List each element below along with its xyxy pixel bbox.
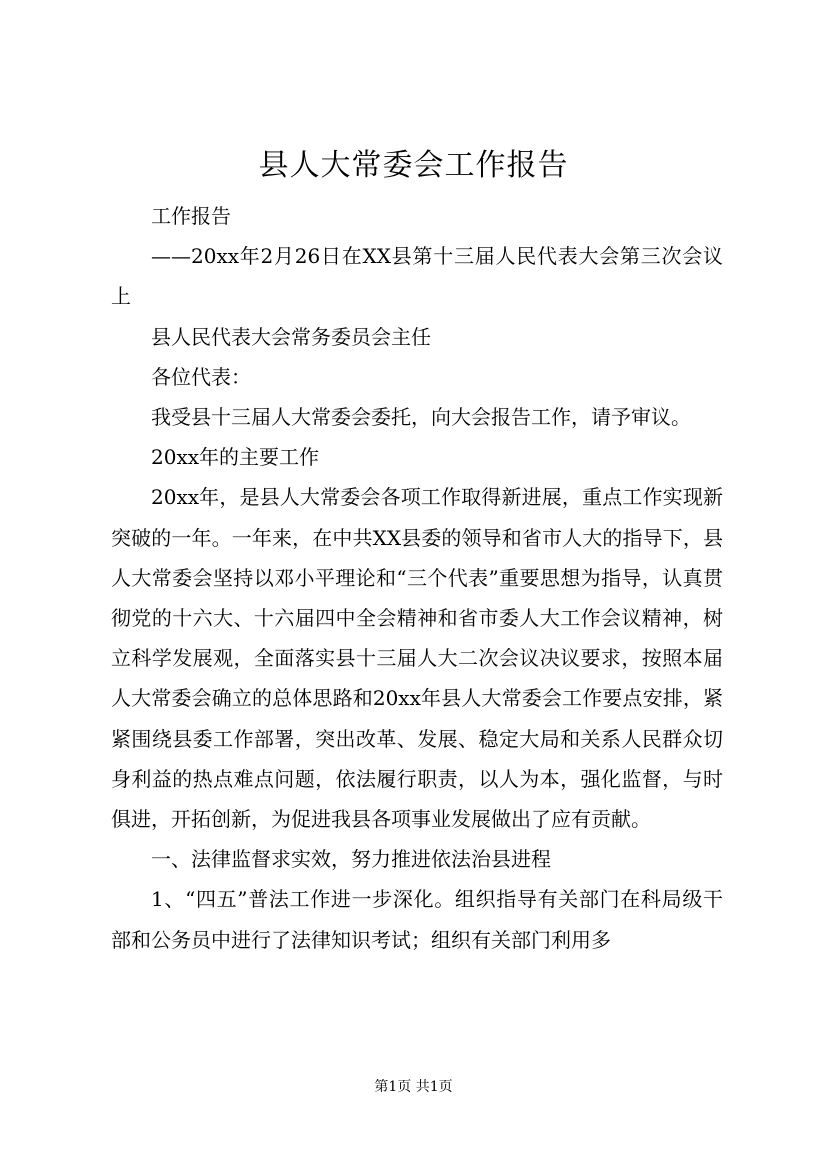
paragraph-speaker-role: 县人民代表大会常务委员会主任 <box>151 324 431 349</box>
document-body <box>111 196 723 960</box>
paragraph-intro: 我受县十三届人大常委会委托，向大会报告工作，请予审议。 <box>151 405 691 430</box>
paragraph-heading-report: 工作报告 <box>151 204 231 228</box>
document-title: 县人大常委会工作报告 <box>258 148 569 183</box>
page-number-footer: 第1页 共1页 <box>374 1079 453 1095</box>
paragraph-summary: 20xx年，是县人大常委会各项工作取得新进展，重点工作实现新突破的一年。一年来，在中共XX县委的领导和省市人大的指导下，县人大常委会坚持以邓小平理论和“三个代表”重要思想为指导，认真贯彻党的十六大、十六届四中全会精神和省市委人大工作会议精神，树立科学发展观，全面落实县十三届人大二次会议决议要求，按照本届人大常委会确立的总体思路和20xx年县人大常委会工作要点安排，紧紧围绕县委工作部署，突出改革、发展、稳定大局和关系人民群众切身利益的热点难点问题，依法履行职责，以人为本，强化监督，与时俱进，开拓创新，为促进我县各项事业发展做出了应有贡献。 <box>111 485 723 832</box>
paragraph-meeting-date: ——20xx年2月26日在XX县第十三届人民代表大会第三次会议上 <box>111 244 723 309</box>
paragraph-item-1: 1、“四五”普法工作进一步深化。组织指导有关部门在科局级干部和公务员中进行了法律知识考试；组织有关部门利用多 <box>111 887 723 952</box>
paragraph-section-heading: 20xx年的主要工作 <box>151 445 320 470</box>
paragraph-salutation: 各位代表： <box>151 364 251 389</box>
paragraph-subsection-heading: 一、法律监督求实效，努力推进依法治县进程 <box>151 847 551 872</box>
